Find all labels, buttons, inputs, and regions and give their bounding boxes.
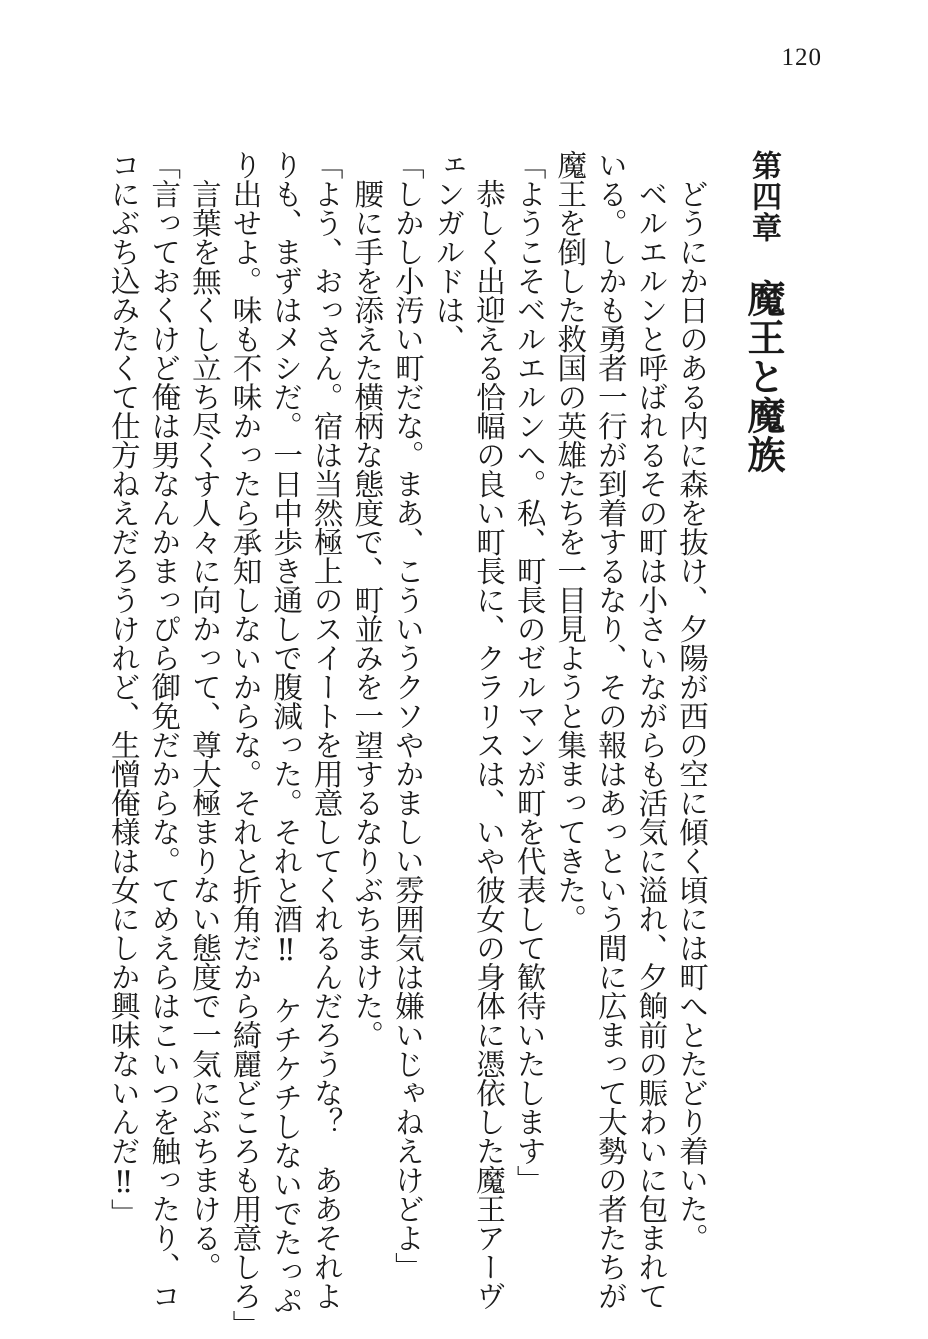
text-line: りも、まずはメシだ。一日中歩き通しで腹減った。それと酒‼ ケチケチしないでたっぷ <box>269 150 304 1315</box>
text-line: ェンガルドは、 <box>431 150 466 353</box>
text-line: 恭しく出迎える恰幅の良い町長に、クラリスは、いや彼女の身体に憑依した魔王アーヴ <box>472 150 507 1310</box>
text-line: どうにか日のある内に森を抜け、夕陽が西の空に傾く頃には町へとたどり着いた。 <box>675 150 709 1252</box>
text-line: コにぶち込みたくて仕方ねえだろうけれど、生憎俺様は女にしか興味ないんだ‼」 <box>106 150 141 1228</box>
text-line: 「しかし小汚い町だな。まあ、こういうクソやかましい雰囲気は嫌いじゃねえけどよ」 <box>390 150 425 1281</box>
text-line: り出せよ。味も不味かったら承知しないからな。それと折角だから綺麗どころも用意しろ」 <box>228 150 263 1339</box>
text-line: 「言っておくけど俺は男なんかまっぴら御免だからな。てめえらはこいつを触ったり、コ <box>147 150 182 1310</box>
text-line: ベルエルンと呼ばれるその町は小さいながらも活気に溢れ、夕餉前の賑わいに包まれて <box>634 150 669 1310</box>
page-number: 120 <box>781 44 822 71</box>
chapter-label: 第四章 <box>746 150 781 243</box>
text-line: 言葉を無くし立ち尽くす人々に向かって、尊大極まりない態度で一気にぶちまける。 <box>187 150 222 1281</box>
text-line: 腰に手を添えた横柄な態度で、町並みを一望するなりぶちまけた。 <box>350 150 385 1049</box>
body-text <box>103 150 712 1339</box>
text-line: いる。しかも勇者一行が到着するなり、その報はあっという間に広まって大勢の者たちが <box>593 150 628 1310</box>
text-line: 「ようこそベルエルンへ。私、町長のゼルマンが町を代表して歓待いたします」 <box>512 150 547 1194</box>
chapter-heading <box>741 150 785 474</box>
chapter-title: 魔王と魔族 <box>741 279 785 474</box>
text-line: 「よう、おっさん。宿は当然極上のスイートを用意してくれるんだろうな？ ああそれよ <box>309 150 344 1310</box>
text-line: 魔王を倒した救国の英雄たちを一目見ようと集まってきた。 <box>553 150 588 933</box>
